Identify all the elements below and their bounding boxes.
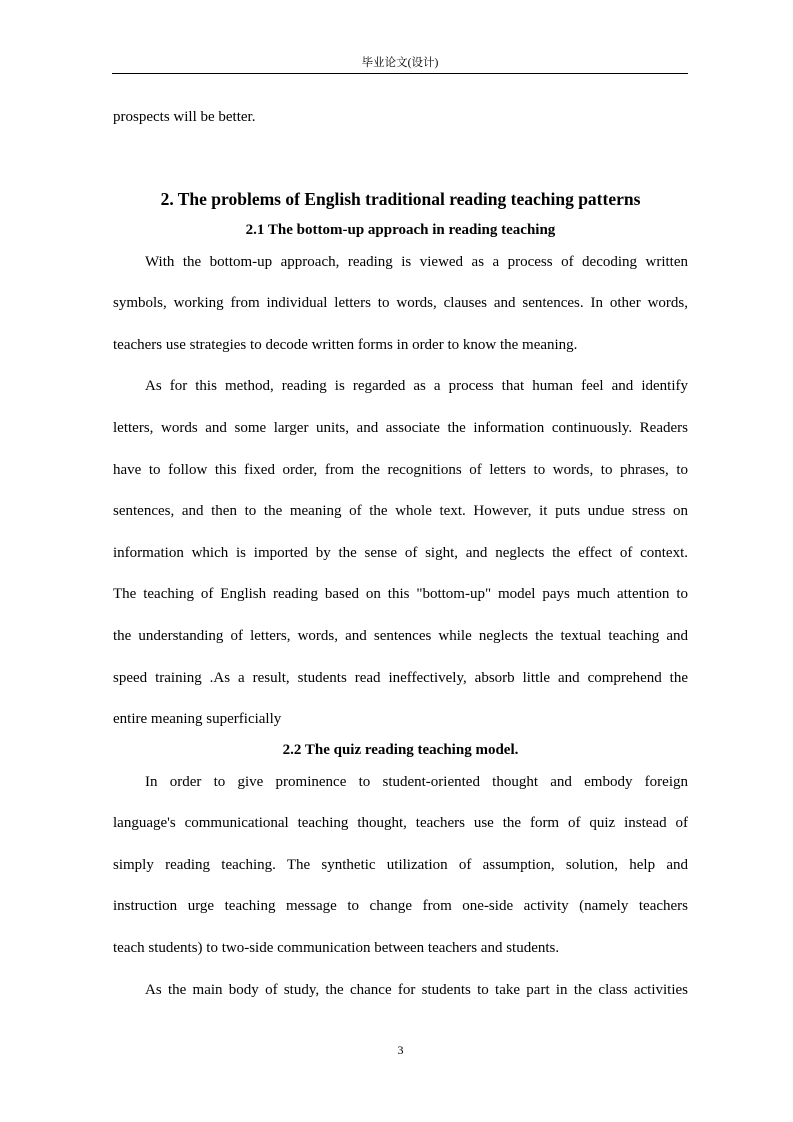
body-line: As the main body of study, the chance for students to take part in the class activities xyxy=(145,982,688,998)
body-line: prospects will be better. xyxy=(113,109,256,125)
body-line: speed training .As a result, students read ineffectively, absorb little and comprehend the xyxy=(113,670,688,686)
body-line: As for this method, reading is regarded as a process that human feel and identify xyxy=(145,378,688,394)
section-heading: 2. The problems of English traditional reading teaching patterns xyxy=(160,189,641,209)
body-line: symbols, working from individual letters to words, clauses and sentences. In other words, xyxy=(113,295,688,311)
body-line: With the bottom-up approach, reading is viewed as a process of decoding written xyxy=(145,254,688,270)
page-number: 3 xyxy=(397,1043,404,1057)
body-line: teach students) to two-side communication between teachers and students. xyxy=(113,940,560,956)
body-line: teachers use strategies to decode written forms in order to know the meaning. xyxy=(113,337,578,353)
body-line: have to follow this fixed order, from the recognitions of letters to words, to phrases, to xyxy=(113,462,688,478)
subsection-heading-2-2: 2.2 The quiz reading teaching model. xyxy=(282,742,519,758)
page-header: 毕业论文(设计) xyxy=(361,57,439,69)
body-line: The teaching of English reading based on this "bottom-up" model pays much attention to xyxy=(113,586,688,602)
body-line: information which is imported by the sense of sight, and neglects the effect of context. xyxy=(113,545,688,561)
body-line: instruction urge teaching message to change from one-side activity (namely teachers xyxy=(113,898,688,914)
body-line: letters, words and some larger units, and associate the information continuously. Readers xyxy=(113,420,688,436)
body-line: In order to give prominence to student-oriented thought and embody foreign xyxy=(145,774,688,790)
body-line: entire meaning superficially xyxy=(113,711,282,727)
body-line: simply reading teaching. The synthetic utilization of assumption, solution, help and xyxy=(113,857,688,873)
subsection-heading-2-1: 2.1 The bottom-up approach in reading teaching xyxy=(245,222,556,238)
header-rule xyxy=(112,73,688,74)
body-line: language's communicational teaching thought, teachers use the form of quiz instead of xyxy=(113,815,688,831)
body-line: the understanding of letters, words, and sentences while neglects the textual teaching and xyxy=(113,628,688,644)
body-line: sentences, and then to the meaning of the whole text. However, it puts undue stress on xyxy=(113,503,688,519)
